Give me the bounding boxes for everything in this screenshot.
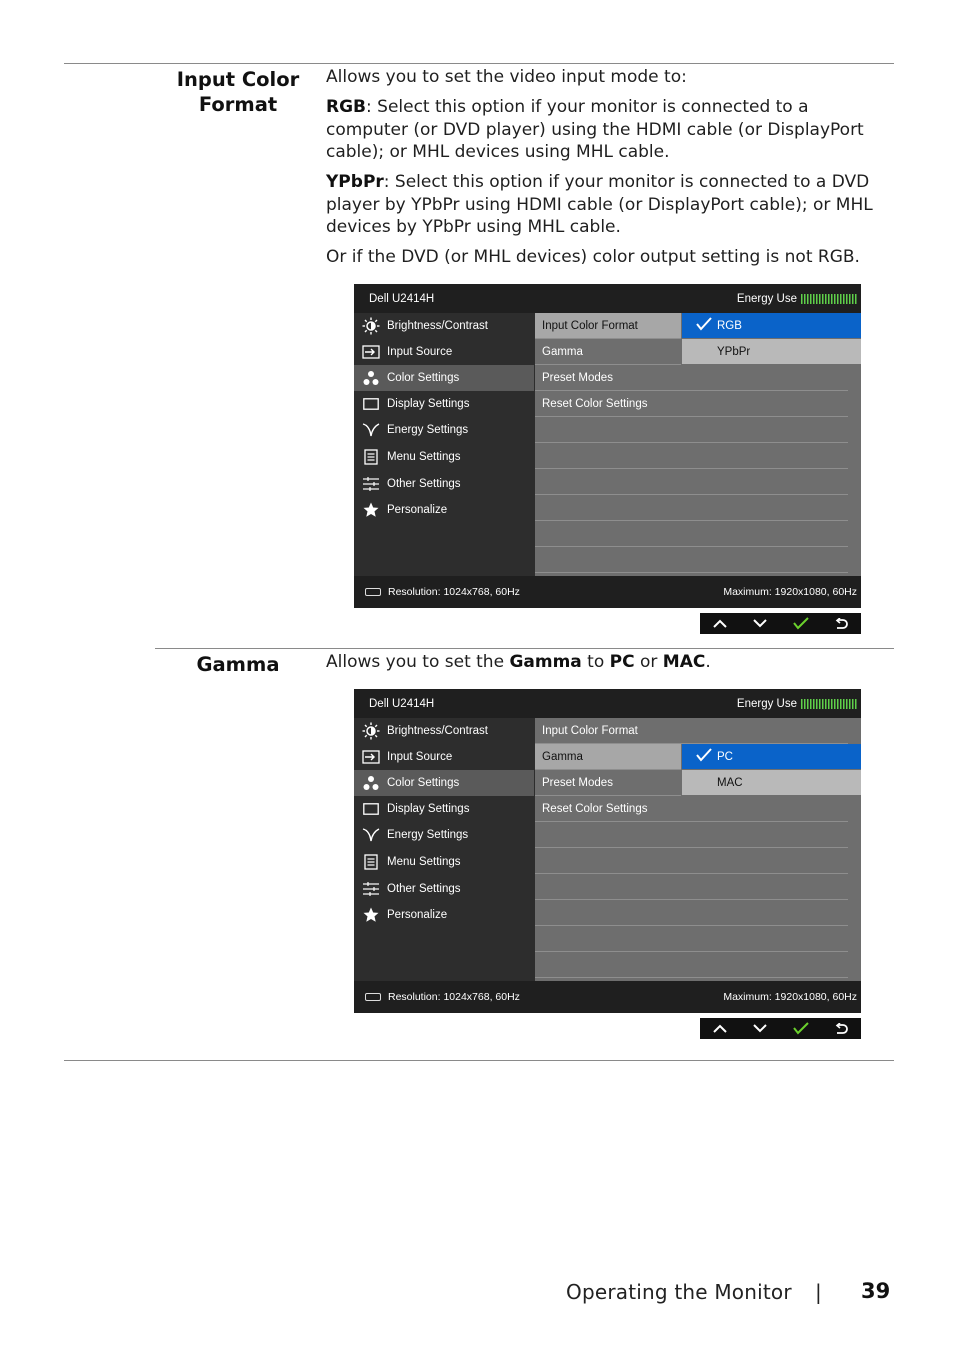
resolution-text: Resolution: 1024x768, 60Hz: [388, 991, 520, 1003]
back-button[interactable]: [826, 1018, 856, 1039]
down-button[interactable]: [745, 1018, 775, 1039]
menu-item-other-settings[interactable]: [354, 471, 534, 497]
submenu-label: Input Color Format: [542, 319, 638, 332]
osd-status-bar: [354, 981, 861, 1013]
chevron-down-icon: [753, 1024, 767, 1033]
option-label: RGB: [717, 319, 742, 332]
brightness-icon: [362, 722, 380, 740]
energy-meter-icon: [801, 699, 857, 709]
menu-label: Color Settings: [387, 777, 460, 789]
star-icon: [362, 501, 380, 519]
desc-gamma: [326, 651, 892, 681]
hdmi-icon: [365, 588, 381, 596]
sliders-icon: [362, 880, 380, 898]
submenu-preset-modes[interactable]: [535, 365, 848, 391]
menu-item-brightness[interactable]: [354, 313, 534, 339]
submenu-empty-row: [535, 848, 848, 874]
osd-main-menu: [354, 718, 534, 981]
osd-button-bar: [700, 613, 861, 634]
submenu-label: Reset Color Settings: [542, 802, 648, 815]
brightness-icon: [362, 317, 380, 335]
max-resolution-text: Maximum: 1920x1080, 60Hz: [723, 586, 857, 598]
footer-section-title: Operating the Monitor: [566, 1280, 792, 1304]
text-run: to: [581, 652, 610, 672]
menu-item-other-settings[interactable]: [354, 876, 534, 902]
menu-item-energy-settings[interactable]: [354, 417, 534, 443]
color-settings-icon: [362, 774, 380, 792]
submenu-empty-row: [535, 417, 848, 443]
term-gamma-label: Gamma: [196, 653, 280, 676]
menu-label: Other Settings: [387, 883, 461, 895]
menu-label: Personalize: [387, 909, 448, 921]
submenu-empty-row: [535, 469, 848, 495]
bottom-divider: [64, 1060, 894, 1061]
energy-label: Energy Use: [736, 698, 797, 710]
menu-item-personalize[interactable]: [354, 902, 534, 928]
submenu-empty-row: [535, 952, 848, 978]
term-line-1: Input Color: [176, 68, 300, 91]
menu-item-display-settings[interactable]: [354, 796, 534, 822]
option-pc[interactable]: [682, 744, 861, 769]
resolution-text: Resolution: 1024x768, 60Hz: [388, 586, 520, 598]
menu-item-menu-settings[interactable]: [354, 444, 534, 470]
intro-text: Allows you to set the video input mode to:: [326, 67, 687, 87]
menu-item-input-source[interactable]: [354, 744, 534, 770]
submenu-empty-row: [535, 547, 848, 573]
text-run: Allows you to set the: [326, 652, 510, 672]
checkmark-icon: [696, 748, 714, 765]
option-mac[interactable]: [682, 770, 861, 795]
ypbpr-text: : Select this option if your monitor is connected to a DVD player by YPbPr using HDMI cable (or DisplayPort cable); or MHL devices by YPbPr using MHL cable.: [326, 172, 873, 237]
bold-gamma: Gamma: [509, 652, 582, 672]
max-resolution-text: Maximum: 1920x1080, 60Hz: [723, 991, 857, 1003]
ok-button[interactable]: [786, 613, 816, 634]
submenu-empty-row: [535, 874, 848, 900]
menu-item-color-settings[interactable]: [354, 770, 534, 796]
chevron-down-icon: [753, 619, 767, 628]
submenu-label: Preset Modes: [542, 371, 613, 384]
option-label: MAC: [717, 776, 743, 789]
submenu-label: Gamma: [542, 345, 583, 358]
bold-pc: PC: [609, 652, 635, 672]
submenu-gamma[interactable]: [535, 744, 681, 770]
menu-label: Menu Settings: [387, 451, 461, 463]
menu-label: Brightness/Contrast: [387, 725, 488, 737]
checkmark-icon: [793, 1022, 809, 1035]
rgb-text: : Select this option if your monitor is connected to a computer (or DVD player) using the HDMI cable (or DisplayPort cable); or MHL devices using MHL cable.: [326, 97, 864, 162]
back-arrow-icon: [834, 618, 848, 630]
energy-leaf-icon: [362, 421, 380, 439]
color-settings-icon: [362, 369, 380, 387]
term-input-color-format: [153, 67, 323, 117]
option-label: PC: [717, 750, 733, 763]
top-divider: [64, 63, 894, 64]
gamma-intro: [326, 651, 892, 674]
menu-item-color-settings[interactable]: [354, 365, 534, 391]
submenu-empty-row: [535, 900, 848, 926]
menu-label: Input Source: [387, 346, 453, 358]
submenu-input-color-format[interactable]: [535, 313, 681, 339]
osd-main-menu: [354, 313, 534, 576]
bold-mac: MAC: [662, 652, 706, 672]
sliders-icon: [362, 475, 380, 493]
up-button[interactable]: [705, 1018, 735, 1039]
star-icon: [362, 906, 380, 924]
down-button[interactable]: [745, 613, 775, 634]
osd-screen-gamma: [354, 689, 861, 1013]
menu-doc-icon: [362, 853, 380, 871]
menu-doc-icon: [362, 448, 380, 466]
energy-use: [737, 698, 857, 710]
energy-label: Energy Use: [736, 293, 797, 305]
menu-item-menu-settings[interactable]: [354, 849, 534, 875]
osd-screen-input-color-format: [354, 284, 861, 608]
menu-label: Brightness/Contrast: [387, 320, 488, 332]
section-divider: [155, 648, 894, 649]
display-icon: [362, 395, 380, 413]
menu-label: Display Settings: [387, 803, 470, 815]
energy-use: [737, 293, 857, 305]
option-ypbpr[interactable]: [682, 339, 861, 364]
submenu-empty-row: [535, 495, 848, 521]
text-run: .: [705, 652, 711, 672]
menu-label: Energy Settings: [387, 829, 469, 841]
submenu-reset-color[interactable]: [535, 796, 848, 822]
submenu-label: Input Color Format: [542, 724, 638, 737]
back-arrow-icon: [834, 1023, 848, 1035]
back-button[interactable]: [826, 613, 856, 634]
submenu-gamma[interactable]: [535, 339, 681, 365]
submenu-empty-row: [535, 822, 848, 848]
footer-separator: |: [815, 1280, 822, 1304]
submenu-label: Reset Color Settings: [542, 397, 648, 410]
menu-label: Energy Settings: [387, 424, 469, 436]
menu-label: Personalize: [387, 504, 448, 516]
input-source-icon: [362, 748, 380, 766]
input-source-icon: [362, 343, 380, 361]
submenu-label: Preset Modes: [542, 776, 613, 789]
up-button[interactable]: [705, 613, 735, 634]
hdmi-icon: [365, 993, 381, 1001]
menu-item-input-source[interactable]: [354, 339, 534, 365]
rgb-label: RGB: [326, 97, 367, 117]
osd-title-bar: [354, 689, 861, 718]
submenu-preset-modes[interactable]: [535, 770, 681, 796]
chevron-up-icon: [713, 1024, 727, 1033]
note-text: Or if the DVD (or MHL devices) color output setting is not RGB.: [326, 247, 860, 267]
submenu-label: Gamma: [542, 750, 583, 763]
menu-label: Display Settings: [387, 398, 470, 410]
menu-item-display-settings[interactable]: [354, 391, 534, 417]
display-icon: [362, 800, 380, 818]
menu-item-energy-settings[interactable]: [354, 822, 534, 848]
term-line-2: Format: [198, 93, 278, 116]
option-label: YPbPr: [717, 345, 751, 358]
submenu-input-color-format[interactable]: [535, 718, 848, 744]
rgb-paragraph: [326, 96, 892, 164]
osd-model: Dell U2414H: [369, 698, 435, 710]
ok-button[interactable]: [786, 1018, 816, 1039]
menu-item-brightness[interactable]: [354, 718, 534, 744]
osd-status-bar: [354, 576, 861, 608]
osd-button-bar: [700, 1018, 861, 1039]
text-run: or: [634, 652, 663, 672]
submenu-reset-color[interactable]: [535, 391, 848, 417]
menu-item-personalize[interactable]: [354, 497, 534, 523]
page-number: 39: [861, 1279, 891, 1303]
submenu-empty-row: [535, 443, 848, 469]
menu-label: Input Source: [387, 751, 453, 763]
osd-model: Dell U2414H: [369, 293, 435, 305]
checkmark-icon: [793, 617, 809, 630]
menu-label: Other Settings: [387, 478, 461, 490]
menu-label: Menu Settings: [387, 856, 461, 868]
energy-leaf-icon: [362, 826, 380, 844]
term-gamma: [153, 652, 323, 677]
osd-title-bar: [354, 284, 861, 313]
ypbpr-label: YPbPr: [326, 172, 384, 192]
checkmark-icon: [696, 317, 714, 334]
ypbpr-paragraph: [326, 171, 892, 239]
option-rgb[interactable]: [682, 313, 861, 338]
energy-meter-icon: [801, 294, 857, 304]
submenu-empty-row: [535, 926, 848, 952]
menu-label: Color Settings: [387, 372, 460, 384]
desc-input-color-format: [326, 66, 892, 276]
submenu-empty-row: [535, 521, 848, 547]
chevron-up-icon: [713, 619, 727, 628]
